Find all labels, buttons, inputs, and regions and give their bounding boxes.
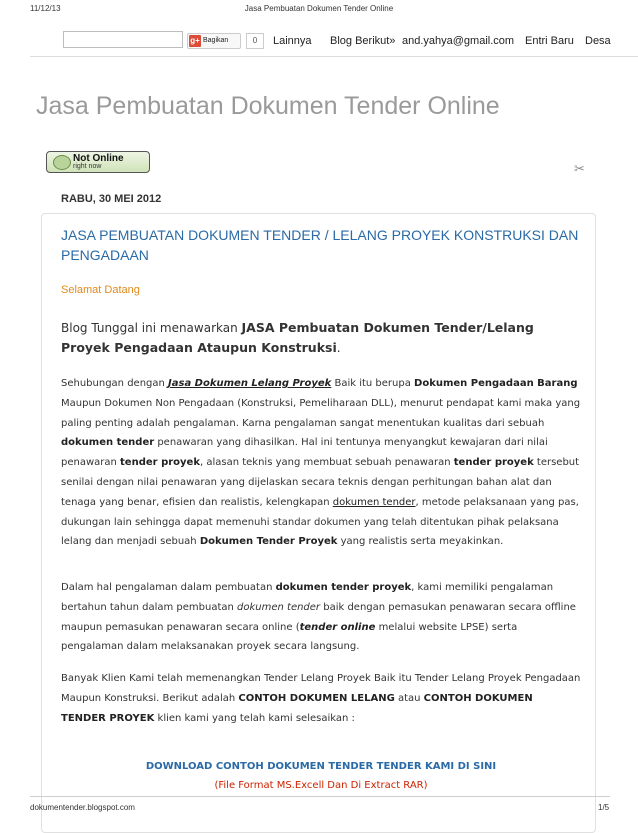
blog-title[interactable]: Jasa Pembuatan Dokumen Tender Online	[36, 92, 500, 120]
print-footer-url: dokumentender.blogspot.com	[30, 803, 135, 812]
footer-divider	[30, 796, 610, 797]
post-date-header: RABU, 30 MEI 2012	[61, 193, 162, 205]
file-format-note: (File Format MS.Excell Dan Di Extract RAR)	[214, 780, 428, 791]
experience-paragraph: Sehubungan dengan Jasa Dokumen Lelang Proyek Baik itu berupa Dokumen Pengadaan Barang Maupun Dokumen Non Pengadaan (Konstruksi, Pemeliharaan DLL), menurut pendapat kami maka yang paling penting adalah pengalaman. Karna pengalaman sangat menentukan kualitas dari sebuah dokumen tender penawaran yang dihasilkan. Hal ini tentunya menyangkut kewajaran dari nilai penawaran tender proyek, alasan teknis yang membuat sebuah penawaran tender proyek tersebut senilai dengan nilai penawaran yang dijelaskan secara teknis dengan perhitungan bahan alat dan tenaga yang benar, efisien dan realistis, kelengkapan dokumen tender, metode pelaksanaan yang pas, dukungan lain sehingga dapat memenuhi standar dokumen yang telah ditentukan pihak pelaksana lelang dan menjadi sebuah Dokumen Tender Proyek yang realistis serta meyakinkan.	[61, 378, 581, 548]
klien-paragraph: Banyak Klien Kami telah memenangkan Tender Lelang Proyek Baik itu Tender Lelang Proyek Pengadaan Maupun Konstruksi. Berikut adalah CONTOH DOKUMEN LELANG atau CONTOH DOKUMEN TENDER PROYEK klien kami yang telah kami selesaikan :	[61, 673, 581, 724]
tools-icon[interactable]: ✂	[574, 161, 585, 176]
share-count: 0	[246, 33, 264, 49]
pengalaman-paragraph: Dalam hal pengalaman dalam pembuatan dokumen tender proyek, kami memiliki pengalaman bertahun tahun dalam pembuatan dokumen tender baik dengan pemasukan penawaran secara offline maupun pemasukan penawaran secara online (tender online melalui website LPSE) serta pengalaman dalam melaksanakan proyek secara langsung.	[61, 582, 576, 653]
nav-new-post-link[interactable]: Entri Baru	[525, 35, 574, 47]
intro-paragraph: Blog Tunggal ini menawarkan JASA Pembuatan Dokumen Tender/Lelang Proyek Pengadaan Ataupun Konstruksi.	[61, 320, 534, 355]
nav-next-blog-link[interactable]: Blog Berikut»	[330, 35, 396, 47]
share-button[interactable]	[187, 33, 241, 49]
post-title[interactable]: JASA PEMBUATAN DOKUMEN TENDER / LELANG PROYEK KONSTRUKSI DAN PENGADAAN	[61, 227, 579, 263]
google-plus-icon: g+	[190, 36, 200, 45]
nav-user-email[interactable]: and.yahya@gmail.com	[402, 35, 515, 47]
nav-design-link[interactable]: Desa	[585, 35, 611, 47]
print-header	[0, 0, 638, 18]
search-input[interactable]	[63, 31, 183, 48]
download-link[interactable]: DOWNLOAD CONTOH DOKUMEN TENDER TENDER KAMI DI SINI	[145, 761, 497, 772]
dokumen-tender-link[interactable]: dokumen tender	[332, 496, 416, 508]
blogger-navbar	[30, 28, 638, 57]
status-globe-icon	[53, 155, 71, 170]
nav-more-link[interactable]: Lainnya	[273, 35, 312, 47]
welcome-text: Selamat Datang	[61, 284, 140, 296]
print-page-number: 1/5	[598, 803, 610, 812]
print-title: Jasa Pembuatan Dokumen Tender Online	[244, 4, 394, 13]
online-status-badge	[46, 151, 150, 173]
status-line2: right now	[73, 163, 102, 170]
status-line1: Not Online	[73, 153, 124, 164]
jasa-dokumen-link[interactable]: Jasa Dokumen Lelang Proyek	[168, 378, 332, 389]
share-label: Bagikan	[203, 37, 229, 44]
print-date: 11/12/13	[30, 4, 61, 13]
